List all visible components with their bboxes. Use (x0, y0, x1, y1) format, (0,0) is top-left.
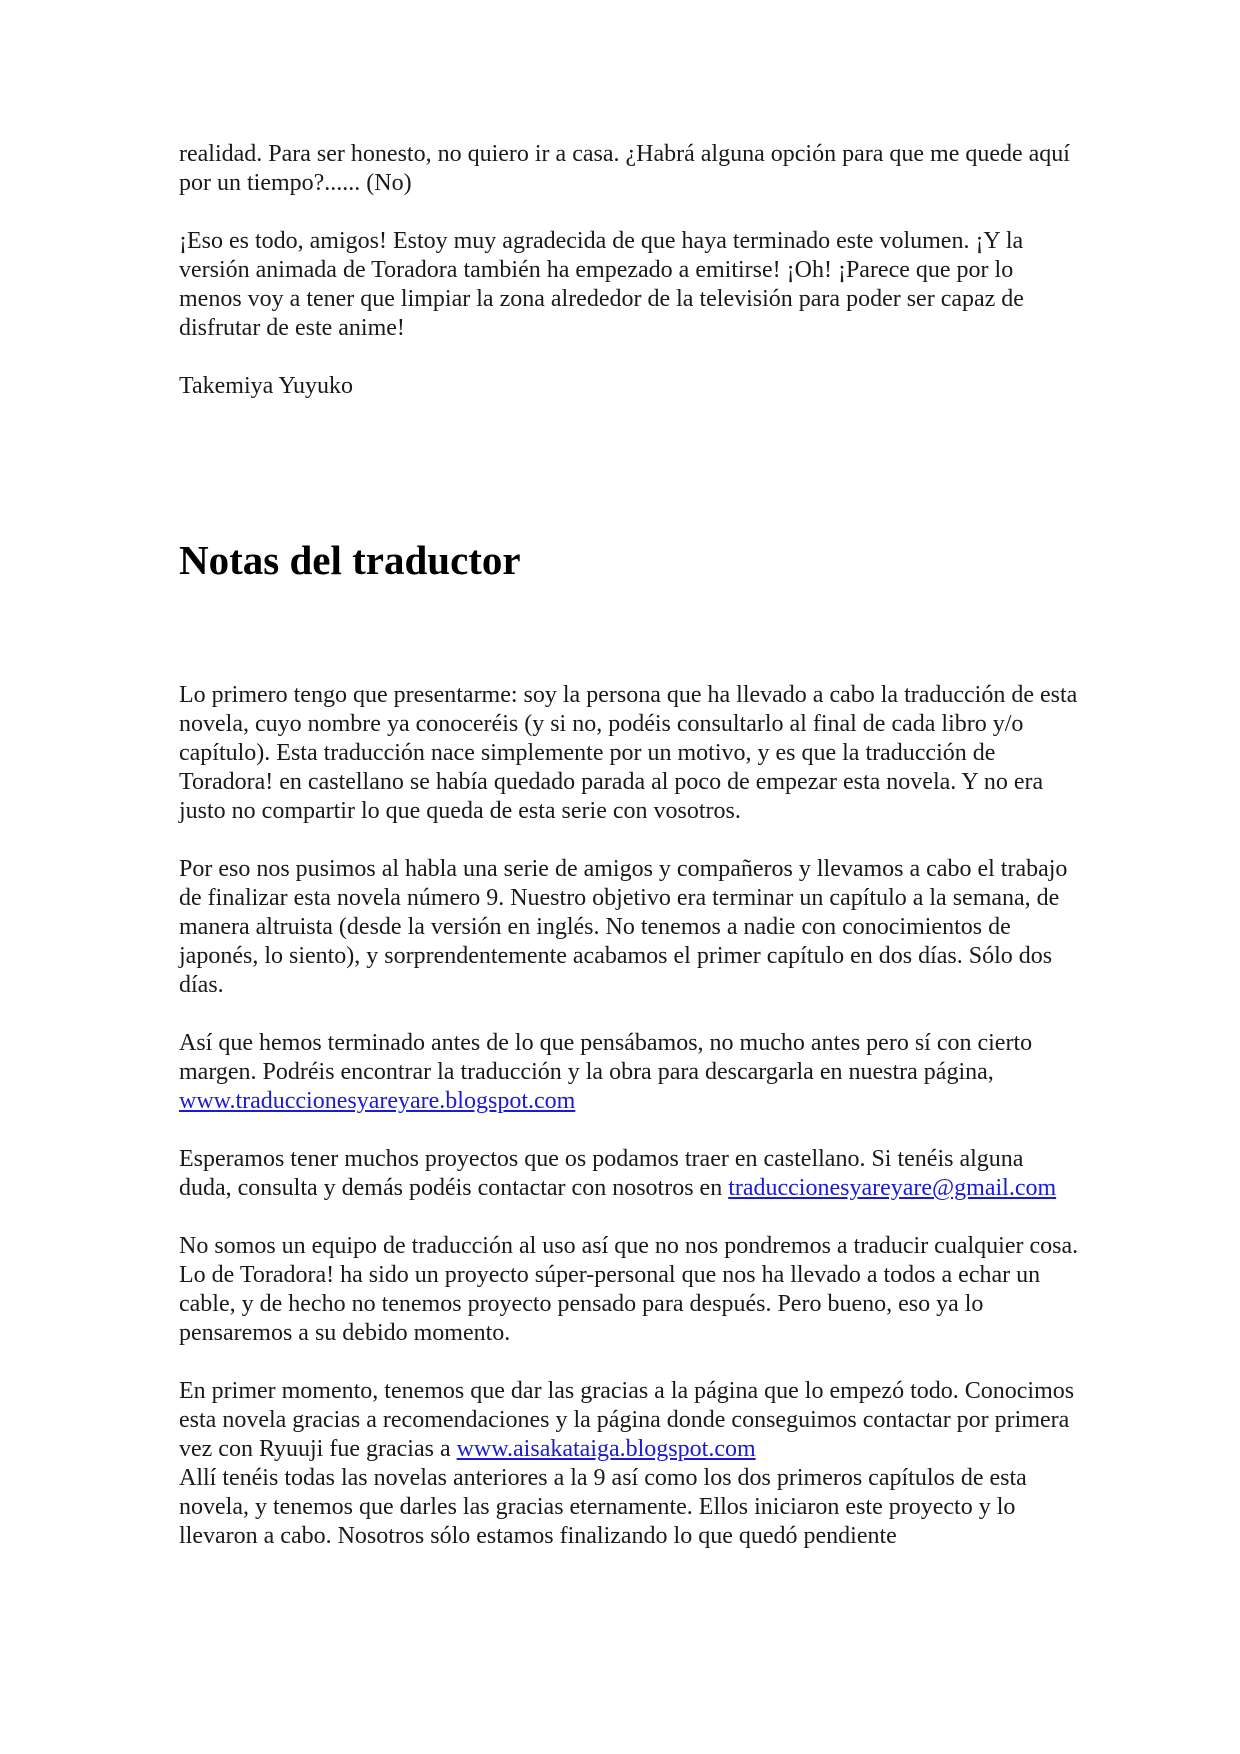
paragraph-gap (179, 1000, 1079, 1029)
notes-paragraph-6-text: En primer momento, tenemos que dar las gracias a la página que lo empezó todo. Conocimos esta novela gracias a recomendaciones y la página donde conseguimos contactar por primera vez con Ryuuji fue gracias a (179, 1378, 1075, 1462)
notes-paragraph-5: No somos un equipo de traducción al uso así que no nos pondremos a traducir cualquier cosa. Lo de Toradora! ha sido un proyecto súper-personal que nos ha llevado a todos a echar un cable, y de hecho no tenemos proyecto pensado para después. Pero bueno, eso ya lo pensaremos a su debido momento. (179, 1233, 1079, 1346)
author-signature: Takemiya Yuyuko (179, 373, 354, 399)
intro-paragraph-1: realidad. Para ser honesto, no quiero ir a casa. ¿Habrá alguna opción para que me quede aquí por un tiempo?...... (No) (179, 141, 1070, 196)
notes-paragraph-3-text: Así que hemos terminado antes de lo que pensábamos, no mucho antes pero sí con cierto margen. Podréis encontrar la traducción y la obra para descargarla en nuestra página, (179, 1030, 1033, 1085)
section-heading: Notas del traductor (179, 537, 521, 583)
aisakataiga-link[interactable]: www.aisakataiga.blogspot.com (456, 1436, 756, 1462)
paragraph-gap (179, 1203, 1079, 1232)
intro-paragraph-2: ¡Eso es todo, amigos! Estoy muy agradecida de que haya terminado este volumen. ¡Y la versión animada de Toradora también ha empezado a emitirse! ¡Oh! ¡Parece que por lo menos voy a tener que limpiar la zona alrededor de la televisión para poder ser capaz de disfrutar de este anime! (179, 228, 1024, 341)
notes-paragraph-6-tail: Allí tenéis todas las novelas anteriores a la 9 así como los dos primeros capítulos de esta novela, y tenemos que darles las gracias eternamente. Ellos iniciaron este proyecto y lo llevaron a cabo. Nosotros sólo estamos finalizando lo que quedó pendiente (179, 1465, 1027, 1549)
notes-paragraph-2: Por eso nos pusimos al habla una serie de amigos y compañeros y llevamos a cabo el trabajo de finalizar esta novela número 9. Nuestro objetivo era terminar un capítulo a la semana, de manera altruista (desde la versión en inglés. No tenemos a nadie con conocimientos de japonés, lo siento), y sorprendentemente acabamos el primer capítulo en dos días. Sólo dos días. (179, 856, 1068, 998)
heading-wrapper (179, 535, 1079, 585)
paragraph-gap (179, 1116, 1079, 1145)
paragraph-gap (179, 198, 1079, 227)
paragraph-gap (179, 826, 1079, 855)
document-page (179, 140, 1079, 1551)
paragraph-gap (179, 1348, 1079, 1377)
notes-paragraph-1: Lo primero tengo que presentarme: soy la persona que ha llevado a cabo la traducción de esta novela, cuyo nombre ya conoceréis (y si no, podéis consultarlo al final de cada libro y/o capítulo). Esta traducción nace simplemente por un motivo, y es que la traducción de Toradora! en castellano se había quedado parada al poco de empezar esta novela. Y no era justo no compartir lo que queda de esta serie con vosotros. (179, 682, 1078, 824)
notes-body (179, 681, 1079, 1551)
blog-link[interactable]: www.traduccionesyareyare.blogspot.com (179, 1088, 576, 1114)
notes-paragraph-3 (179, 1029, 1079, 1116)
email-link[interactable]: traduccionesyareyare@gmail.com (728, 1175, 1057, 1201)
notes-paragraph-4-text: Esperamos tener muchos proyectos que os podamos traer en castellano. Si tenéis alguna duda, consulta y demás podéis contactar con nosotros en (179, 1146, 1024, 1201)
notes-paragraph-6 (179, 1377, 1079, 1464)
notes-paragraph-4 (179, 1145, 1079, 1203)
